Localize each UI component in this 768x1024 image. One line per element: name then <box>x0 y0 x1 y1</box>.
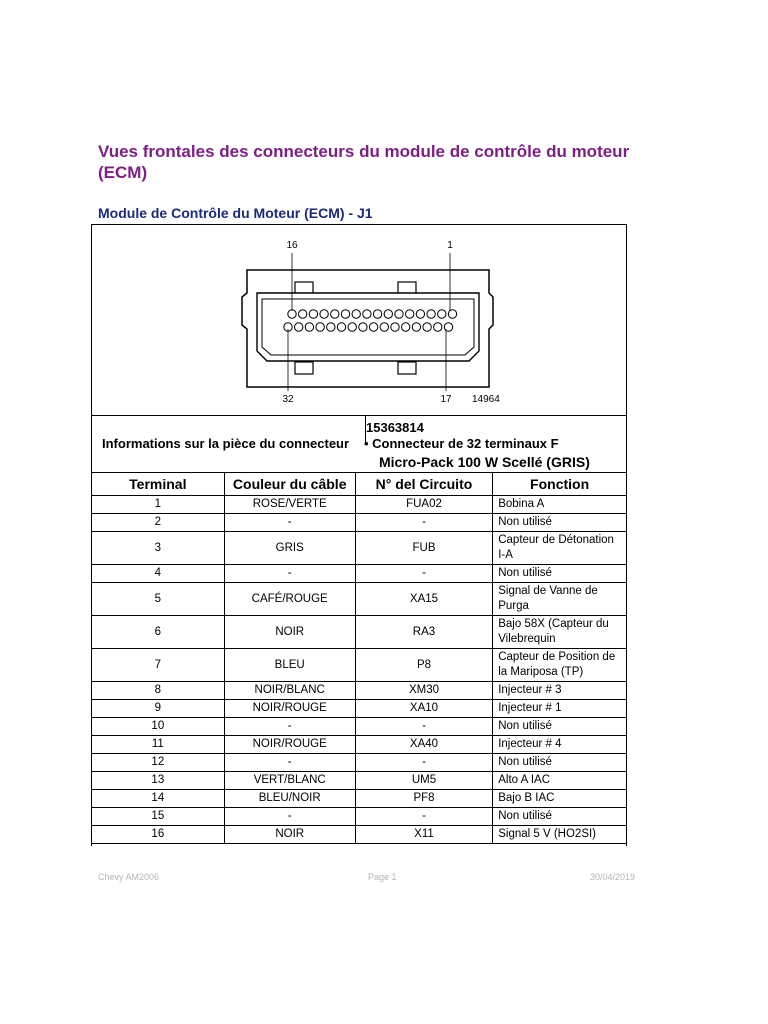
pin-cavity <box>320 310 328 318</box>
cell-circuit: - <box>355 754 492 772</box>
cell-wire-color: - <box>224 754 355 772</box>
table-header-row <box>92 473 627 496</box>
table-row <box>92 790 627 808</box>
cell-terminal: 4 <box>92 565 225 583</box>
pin-cavity <box>299 310 307 318</box>
cell-function: Injecteur # 1 <box>493 700 627 718</box>
page-title: Vues frontales des connecteurs du module de contrôle du moteur (ECM) <box>98 142 630 182</box>
cell-terminal: 9 <box>92 700 225 718</box>
pin-cavity <box>423 323 431 331</box>
table-row <box>92 496 627 514</box>
pin-label-1: 1 <box>447 240 453 251</box>
pin-cavity <box>384 310 392 318</box>
pin-cavity <box>309 310 317 318</box>
table-row <box>92 583 627 616</box>
cell-circuit: - <box>355 565 492 583</box>
cell-circuit: - <box>355 808 492 826</box>
cell-function: Non utilisé <box>493 754 627 772</box>
cell-wire-color: BLEU <box>224 649 355 682</box>
cell-function: Non utilisé <box>493 808 627 826</box>
pin-cavity <box>406 310 414 318</box>
connector-info-label: Informations sur la pièce du connecteur <box>102 436 350 451</box>
pin-cavity <box>369 323 377 331</box>
cell-wire-color: NOIR <box>224 826 355 844</box>
pin-cavity <box>337 323 345 331</box>
pin-cavity <box>295 323 303 331</box>
pin-cavity <box>352 310 360 318</box>
part-number: 15363814 <box>366 420 424 435</box>
cell-circuit: XA15 <box>355 583 492 616</box>
pin-label-16: 16 <box>286 240 298 251</box>
table-row <box>92 808 627 826</box>
cell-circuit: FUA02 <box>355 496 492 514</box>
header-terminal: Terminal <box>92 473 225 496</box>
cell-terminal: 12 <box>92 754 225 772</box>
cell-circuit: XA40 <box>355 736 492 754</box>
cell-terminal: 16 <box>92 826 225 844</box>
cell-function: Bajo 58X (Capteur du Vilebrequin <box>493 616 627 649</box>
pin-cavity <box>448 310 456 318</box>
cell-terminal: 3 <box>92 532 225 565</box>
table-row <box>92 736 627 754</box>
connector-diagram <box>92 225 626 415</box>
cell-function: Capteur de Détonation I-A <box>493 532 627 565</box>
pin-cavity <box>402 323 410 331</box>
part-description-line2: Micro-Pack 100 W Scellé (GRIS) <box>379 454 590 470</box>
pin-cavity <box>380 323 388 331</box>
cell-terminal: 7 <box>92 649 225 682</box>
figure-number: 14964 <box>472 394 500 405</box>
table-row <box>92 616 627 649</box>
cell-function: Non utilisé <box>493 565 627 583</box>
header-function: Fonction <box>493 473 627 496</box>
cell-terminal: 6 <box>92 616 225 649</box>
cell-function: Injecteur # 4 <box>493 736 627 754</box>
cell-function: Non utilisé <box>493 514 627 532</box>
cell-function: Bajo B IAC <box>493 790 627 808</box>
cell-terminal: 11 <box>92 736 225 754</box>
cell-circuit: P8 <box>355 649 492 682</box>
pin-cavity <box>316 323 324 331</box>
table-row <box>92 754 627 772</box>
cell-terminal: 1 <box>92 496 225 514</box>
cell-circuit: X11 <box>355 826 492 844</box>
footer-left: Chevy AM2006 <box>98 872 160 882</box>
cell-function: Non utilisé <box>493 718 627 736</box>
latch-tab <box>398 362 416 374</box>
connector-info-row <box>92 415 626 472</box>
cell-circuit: PF8 <box>355 790 492 808</box>
cell-wire-color: NOIR/BLANC <box>224 682 355 700</box>
pin-cavity <box>434 323 442 331</box>
pin-label-17: 17 <box>440 394 452 405</box>
cell-function: Capteur de Position de la Mariposa (TP) <box>493 649 627 682</box>
header-circuit: N° del Circuito <box>355 473 492 496</box>
cell-circuit: FUB <box>355 532 492 565</box>
cell-terminal: 2 <box>92 514 225 532</box>
cell-circuit: XM30 <box>355 682 492 700</box>
cell-terminal: 15 <box>92 808 225 826</box>
cell-wire-color: GRIS <box>224 532 355 565</box>
header-wire-color: Couleur du câble <box>224 473 355 496</box>
latch-tab <box>295 282 313 294</box>
table-row <box>92 565 627 583</box>
pin-cavity <box>359 323 367 331</box>
cell-wire-color: - <box>224 514 355 532</box>
cell-wire-color: - <box>224 565 355 583</box>
pin-label-32: 32 <box>282 394 294 405</box>
table-row <box>92 718 627 736</box>
cell-wire-color: - <box>224 808 355 826</box>
cell-function: Signal 5 V (HO2SI) <box>493 826 627 844</box>
pin-cavity <box>305 323 313 331</box>
cell-wire-color: CAFÉ/ROUGE <box>224 583 355 616</box>
cell-function: Alto A IAC <box>493 772 627 790</box>
cell-wire-color: VERT/BLANC <box>224 772 355 790</box>
pin-cavity <box>341 310 349 318</box>
cell-wire-color: BLEU/NOIR <box>224 790 355 808</box>
cell-terminal: 10 <box>92 718 225 736</box>
pin-cavity <box>391 323 399 331</box>
footer-date: 30/04/2019 <box>590 872 636 882</box>
cell-wire-color: NOIR <box>224 616 355 649</box>
cell-function: Injecteur # 3 <box>493 682 627 700</box>
latch-tab <box>398 282 416 294</box>
pin-cavity <box>331 310 339 318</box>
pin-cavity <box>438 310 446 318</box>
table-row <box>92 514 627 532</box>
pin-cavity <box>327 323 335 331</box>
table-row <box>92 700 627 718</box>
cell-terminal: 8 <box>92 682 225 700</box>
cell-wire-color: NOIR/ROUGE <box>224 736 355 754</box>
pin-cavity <box>373 310 381 318</box>
cell-function: Signal de Vanne de Purga <box>493 583 627 616</box>
cell-circuit: UM5 <box>355 772 492 790</box>
table-row <box>92 772 627 790</box>
pin-cavity <box>363 310 371 318</box>
cell-circuit: - <box>355 718 492 736</box>
table-row <box>92 532 627 565</box>
footer-page: Page 1 <box>368 872 397 882</box>
cell-wire-color: - <box>224 718 355 736</box>
part-description-line1: • Connecteur de 32 terminaux F <box>364 436 559 451</box>
cell-wire-color: NOIR/ROUGE <box>224 700 355 718</box>
pin-cavity <box>348 323 356 331</box>
cell-circuit: - <box>355 514 492 532</box>
cell-terminal: 5 <box>92 583 225 616</box>
cell-terminal: 13 <box>92 772 225 790</box>
pin-cavity <box>427 310 435 318</box>
section-title: Module de Contrôle du Moteur (ECM) - J1 <box>98 205 373 221</box>
cell-wire-color: ROSE/VERTE <box>224 496 355 514</box>
connector-drawing <box>92 225 626 415</box>
latch-tab <box>295 362 313 374</box>
cell-terminal: 14 <box>92 790 225 808</box>
cell-function: Bobina A <box>493 496 627 514</box>
pin-cavity <box>444 323 452 331</box>
cell-circuit: XA10 <box>355 700 492 718</box>
pin-cavity <box>288 310 296 318</box>
cell-circuit: RA3 <box>355 616 492 649</box>
pin-cavity <box>416 310 424 318</box>
pin-cavity <box>412 323 420 331</box>
pinout-table <box>91 472 627 844</box>
pin-cavity <box>395 310 403 318</box>
table-row <box>92 826 627 844</box>
table-row <box>92 649 627 682</box>
table-row <box>92 682 627 700</box>
